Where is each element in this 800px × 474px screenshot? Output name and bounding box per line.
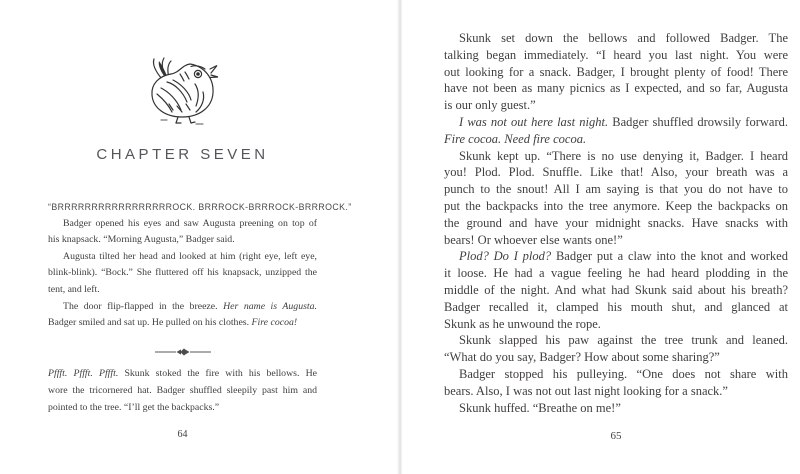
arrow-diamond-divider-icon [155,347,211,357]
body-text: bears. Also, I was not out last night looking for a snack.” [444,383,728,398]
text-line [444,114,788,131]
text-line [444,265,788,282]
body-text: pointed to the tree. “I’ll get the backpacks.” [48,401,220,413]
paragraph [444,400,788,417]
paragraph [444,148,788,249]
text-line [48,232,317,249]
text-line [444,64,788,81]
text-line [48,366,317,383]
text-line [48,383,317,400]
text-line [444,383,788,400]
body-text: middle of the night. And what had Skunk said about his breath? [444,282,788,297]
hen-illustration-icon [133,54,219,126]
text-line [48,282,317,299]
body-text: wore the tricornered hat. Badger shuffled sleepily past him and [48,384,317,396]
text-line [444,97,788,114]
paragraph [48,299,317,332]
body-text: The door flip-flapped in the breeze. [63,300,224,312]
body-text: punch to the snout! All I am saying is that you do not have to [444,182,788,197]
paragraph [444,366,788,400]
text-line [444,30,788,47]
right-page [402,0,800,474]
body-text: out looking for a snack. Badger, I brought plenty of food! There [444,64,788,79]
page-number-left: 64 [177,429,188,440]
body-text: Skunk slapped his paw against the tree trunk and leaned. [459,333,788,348]
body-text: tent, and left. [48,283,100,295]
right-page-text [444,30,788,416]
text-line [444,215,788,232]
text-line [48,315,317,332]
text-line [444,80,788,97]
body-text: Badger opened his eyes and saw Augusta preening on top of [63,217,317,229]
paragraph [444,30,788,114]
body-text: Badger shuffled drowsily forward. [608,114,788,129]
body-text: talking began immediately. “I heard you last night. You were [444,47,788,62]
text-line [444,316,788,333]
body-text: Skunk stoked the fire with his bellows. He [118,368,317,379]
text-line [444,181,788,198]
paragraph [48,366,317,416]
page-number-right: 65 [610,430,622,442]
italic-text: Pffft. Pffft. Pffft. [48,368,119,379]
paragraph [444,114,788,148]
left-paragraphs-top [48,216,317,332]
body-text: Skunk as he unwound the rope. [444,316,601,331]
text-line [444,131,788,148]
section-break [48,344,317,362]
paragraph [48,216,317,249]
body-text: bears! Or whoever else wants one!” [444,232,623,247]
left-page [0,0,398,474]
body-text: Badger put a claw into the knot and worked [551,249,788,264]
italic-text: Her name is Augusta. [223,300,317,312]
text-line [444,198,788,215]
body-text: Skunk huffed. “Breathe on me!” [459,400,621,415]
body-text: have not been as many picnics as I expected, and so far, Augusta [444,81,788,96]
text-line [48,249,317,266]
text-line [48,265,317,282]
text-line [444,282,788,299]
body-text: his knapsack. “Morning Augusta,” Badger said. [48,234,235,246]
body-text: Skunk kept up. “There is no use denying it, Badger. I heard [459,148,788,163]
text-line [48,299,317,316]
italic-text: Fire cocoa! [251,317,298,329]
left-page-text-top [48,199,352,332]
chapter-title: CHAPTER SEVEN [96,146,269,163]
text-line [444,299,788,316]
italic-text: Fire cocoa. Need fire cocoa. [444,131,587,146]
text-line [444,47,788,64]
body-text: Augusta tilted her head and looked at him (right eye, left eye, [63,250,317,262]
text-line [48,216,317,233]
body-text: put the backpacks into the tree anymore. Keep the backpacks on [444,198,788,213]
body-text: Badger recalled it, clamped his mouth shut, and glanced at [444,299,788,314]
left-page-text-bottom [48,366,317,416]
text-line [48,400,317,417]
text-line [444,164,788,181]
text-line [444,349,788,366]
body-text: is our only guest.” [444,98,536,113]
italic-text: I was not out here last night. [459,114,609,129]
body-text: blink-blink). “Bock.” She fluttered off his knapsack, unzipped the [48,267,317,279]
paragraph [444,332,788,366]
paragraph [48,249,317,299]
body-text: “What do you say, Badger? How about some sharing?” [444,350,720,365]
italic-text: Plod? Do I plod? [459,249,552,264]
text-line [444,232,788,249]
text-line [444,400,788,417]
text-line [444,148,788,165]
chapter-opening-line: “BRRRRRRRRRRRRRRRRROCK. BRRROCK-BRRROCK-BRRROCK.” [48,202,352,212]
body-text: you! Plod. Plod. Snuffle. Like that! Also, your breath was a [444,165,788,180]
body-text: the ground and have your midnight snacks. Have snacks with [444,215,788,230]
paragraph [444,248,788,332]
body-text: Badger stopped his pulleying. “One does not share with [459,366,788,381]
body-text: Skunk set down the bellows and followed Badger. The [459,31,788,45]
text-line [444,366,788,383]
text-line [444,332,788,349]
body-text: it loose. He had a vague feeling he had heard plodding in the [444,266,788,281]
body-text: Badger smiled and sat up. He pulled on his clothes. [48,317,252,329]
text-line [444,248,788,265]
